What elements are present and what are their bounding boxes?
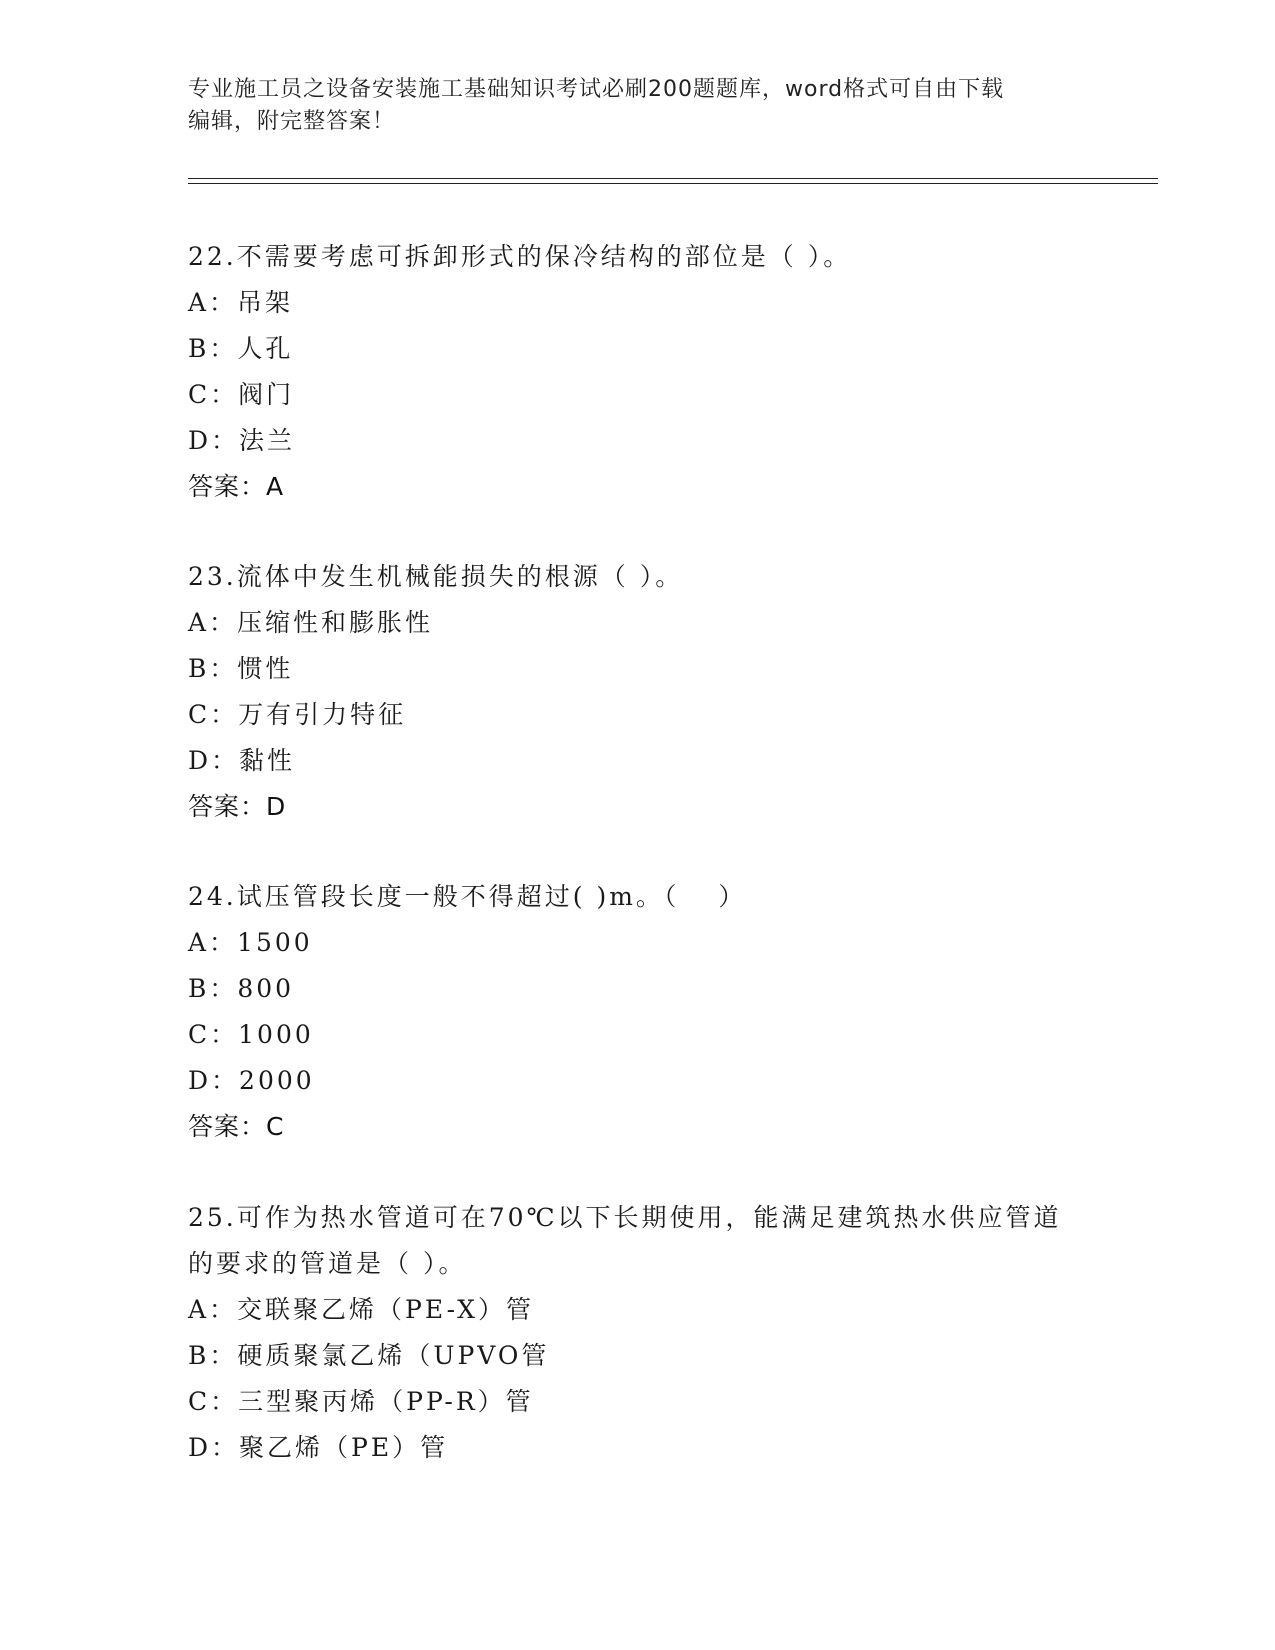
- header-divider-bottom: [188, 183, 1158, 184]
- option-c: C：三型聚丙烯（PP-R）管: [188, 1387, 534, 1416]
- option-c: C：万有引力特征: [188, 700, 407, 729]
- answer: 答案：D: [188, 792, 287, 821]
- option-c: C：阀门: [188, 380, 295, 409]
- question-stem-line-1: 25.可作为热水管道可在70℃以下长期使用，能满足建筑热水供应管道: [188, 1203, 1062, 1232]
- question-24: [188, 874, 1108, 1150]
- option-b: B：硬质聚氯乙烯（UPVO管: [188, 1341, 550, 1370]
- option-a: A：压缩性和膨胀性: [188, 608, 434, 637]
- question-stem: 24.试压管段长度一般不得超过( )m。（ ）: [188, 882, 747, 911]
- document-header: [188, 74, 1088, 138]
- option-a: A：交联聚乙烯（PE-X）管: [188, 1295, 534, 1324]
- question-25: [188, 1195, 1108, 1471]
- option-c: C：1000: [188, 1020, 314, 1049]
- option-d: D：法兰: [188, 426, 296, 455]
- question-stem: 22.不需要考虑可拆卸形式的保冷结构的部位是（ ）。: [188, 242, 852, 271]
- option-d: D：黏性: [188, 746, 296, 775]
- option-b: B：惯性: [188, 654, 294, 683]
- option-d: D：2000: [188, 1066, 315, 1095]
- option-a: A：吊架: [188, 288, 294, 317]
- option-a: A：1500: [188, 928, 313, 957]
- question-23: [188, 554, 1108, 830]
- header-title-line-1: 专业施工员之设备安装施工基础知识考试必刷200题题库，word格式可自由下载: [188, 77, 1005, 102]
- header-divider-top: [188, 178, 1158, 179]
- question-stem-line-2: 的要求的管道是（ ）。: [188, 1249, 467, 1278]
- answer: 答案：C: [188, 1112, 285, 1141]
- question-22: [188, 234, 1108, 510]
- answer: 答案：A: [188, 472, 285, 501]
- option-d: D：聚乙烯（PE）管: [188, 1433, 449, 1462]
- option-b: B：人孔: [188, 334, 294, 363]
- question-stem: 23.流体中发生机械能损失的根源（ ）。: [188, 562, 684, 591]
- header-title-line-2: 编辑，附完整答案！: [188, 109, 396, 134]
- option-b: B：800: [188, 974, 295, 1003]
